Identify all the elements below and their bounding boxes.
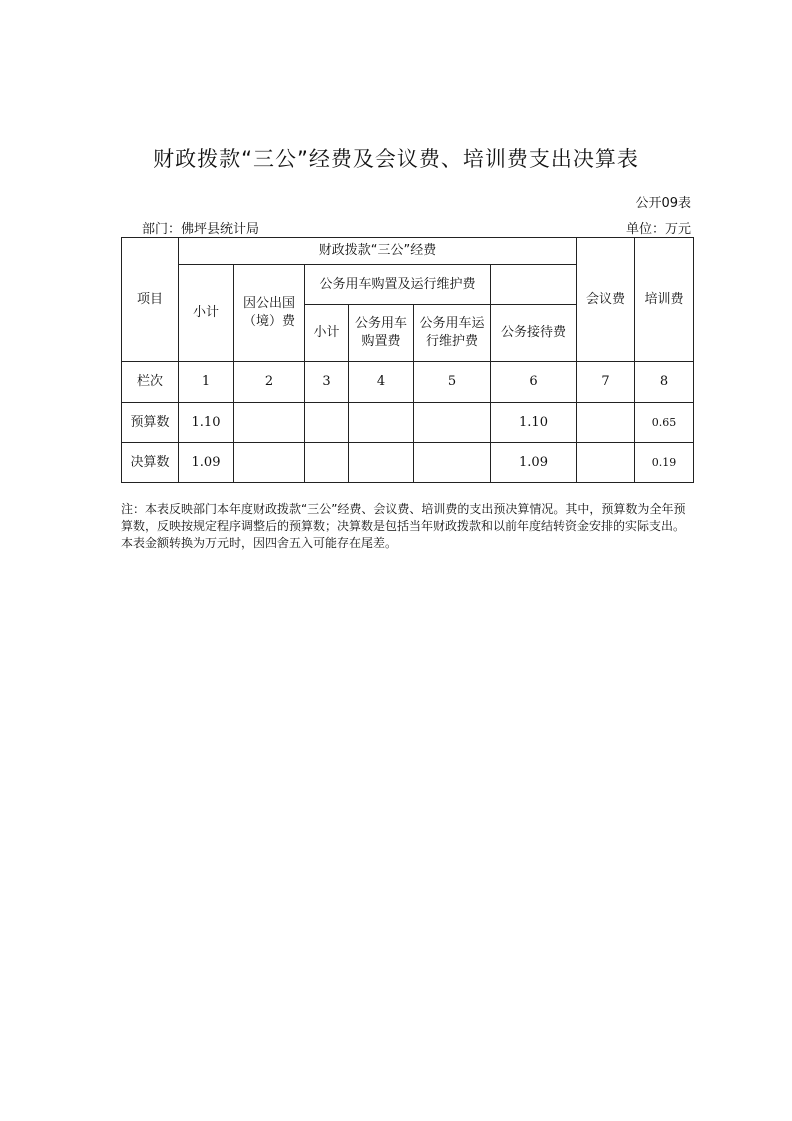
- cell-training: 0.65: [635, 403, 694, 443]
- cell-training: 0.19: [635, 443, 694, 483]
- header-item: 项目: [122, 238, 179, 362]
- header-vehicle: 公务用车购置及运行维护费: [305, 265, 491, 305]
- header-meeting: 会议费: [577, 238, 635, 362]
- header-reception: 公务接待费: [491, 305, 577, 362]
- header-subtotal: 小计: [179, 265, 234, 362]
- cell-vehicle-subtotal: [305, 403, 349, 443]
- col-index: 8: [635, 362, 694, 403]
- unit-label: 单位：万元: [625, 222, 691, 237]
- header-vehicle-purchase: 公务用车购置费: [349, 305, 414, 362]
- header-training: 培训费: [635, 238, 694, 362]
- cell-vehicle-purchase: [349, 403, 414, 443]
- col-index: 1: [179, 362, 234, 403]
- footnote: 注：本表反映部门本年度财政拨款“三公”经费、会议费、培训费的支出预决算情况。其中，预算数为全年预算数，反映按规定程序调整后的预算数；决算数是包括当年财政拨款和以前年度结转资金安排的实际支出。本表金额转换为万元时，因四舍五入可能存在尾差。: [121, 502, 686, 550]
- row-label: 决算数: [122, 443, 179, 483]
- cell-subtotal: 1.10: [179, 403, 234, 443]
- col-index: 2: [234, 362, 305, 403]
- header-vehicle-subtotal: 小计: [305, 305, 349, 362]
- col-index: 6: [491, 362, 577, 403]
- col-index: 7: [577, 362, 635, 403]
- col-index: 3: [305, 362, 349, 403]
- cell-vehicle-maintenance: [414, 403, 491, 443]
- header-blank: [491, 265, 577, 305]
- cell-vehicle-maintenance: [414, 443, 491, 483]
- row-label: 栏次: [122, 362, 179, 403]
- cell-subtotal: 1.09: [179, 443, 234, 483]
- header-sangong: 财政拨款“三公”经费: [179, 238, 577, 265]
- cell-meeting: [577, 403, 635, 443]
- cell-vehicle-subtotal: [305, 443, 349, 483]
- cell-vehicle-purchase: [349, 443, 414, 483]
- cell-reception: 1.09: [491, 443, 577, 483]
- table-row: [122, 443, 694, 483]
- header-vehicle-maintenance: 公务用车运行维护费: [414, 305, 491, 362]
- row-label: 预算数: [122, 403, 179, 443]
- page-title: 财政拨款“三公”经费及会议费、培训费支出决算表: [153, 147, 639, 171]
- cell-reception: 1.10: [491, 403, 577, 443]
- cell-abroad: [234, 443, 305, 483]
- cell-meeting: [577, 443, 635, 483]
- col-index: 5: [414, 362, 491, 403]
- cell-abroad: [234, 403, 305, 443]
- col-index: 4: [349, 362, 414, 403]
- table-row-index: [122, 362, 694, 403]
- form-code: 公开09表: [635, 196, 691, 211]
- table-row: [122, 403, 694, 443]
- header-abroad: 因公出国（境）费: [234, 265, 305, 362]
- department-label: 部门：佛坪县统计局: [142, 222, 260, 237]
- expenditure-table: [121, 237, 694, 483]
